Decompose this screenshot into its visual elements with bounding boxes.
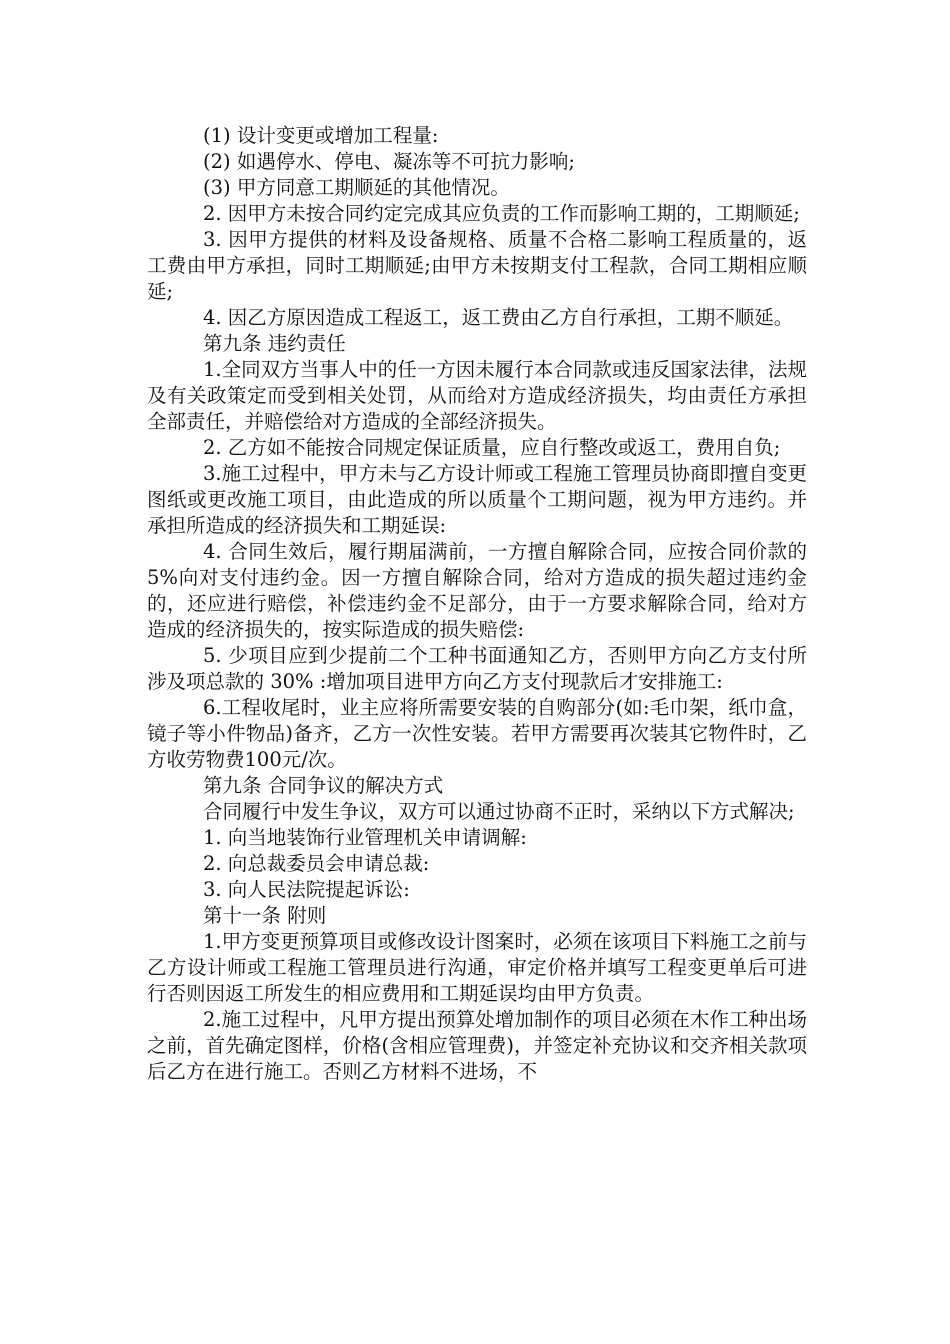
paragraph: 2. 因甲方未按合同约定完成其应负责的工作而影响工期的，工期顺延;	[203, 202, 800, 225]
clause-item-1: (1) 设计变更或增加工程量:	[203, 124, 439, 147]
paragraph: 2. 乙方如不能按合同规定保证质量，应自行整改或返工，费用自负;	[203, 436, 781, 459]
section-heading-breach-liability: 第九条 违约责任	[203, 332, 346, 355]
list-item: 3. 向人民法院提起诉讼:	[203, 878, 410, 901]
section-heading-dispute-resolution: 第九条 合同争议的解决方式	[203, 774, 444, 797]
clause-item-2: (2) 如遇停水、停电、凝冻等不可抗力影响;	[203, 150, 575, 173]
paragraph: 2.施工过程中，凡甲方提出预算处增加制作的项目必须在木作工种出场之前，首先确定图样，价格(含相应管理费)，并签定补充协议和交齐相关款项后乙方在进行施工。否则乙方材料不进场，不	[147, 1008, 807, 1083]
paragraph: 1.甲方变更预算项目或修改设计图案时，必须在该项目下料施工之前与乙方设计师或工程施工管理员进行沟通，审定价格并填写工程变更单后可进行否则因返工所发生的相应费用和工期延误均由甲方负责。	[147, 930, 807, 1005]
paragraph: 5. 少项目应到少提前二个工种书面通知乙方，否则甲方向乙方支付所涉及项总款的 30% :增加项目进甲方向乙方支付现款后才安排施工:	[147, 644, 807, 693]
paragraph: 3. 因甲方提供的材料及设备规格、质量不合格二影响工程质量的，返工费由甲方承担，同时工期顺延;由甲方未按期支付工程款，合同工期相应顺延;	[147, 228, 807, 303]
list-item: 2. 向总裁委员会申请总裁:	[203, 852, 430, 875]
clause-item-3: (3) 甲方同意工期顺延的其他情况。	[203, 176, 510, 199]
paragraph: 3.施工过程中，甲方未与乙方设计师或工程施工管理员协商即擅自变更图纸或更改施工项目，由此造成的所以质量个工期问题，视为甲方违约。并承担所造成的经济损失和工期延误:	[147, 462, 807, 537]
paragraph: 6.工程收尾时，业主应将所需要安装的自购部分(如:毛巾架，纸巾盒，镜子等小件物品)备齐，乙方一次性安装。若甲方需要再次装其它物件时，乙方收劳物费100元/次。	[147, 696, 807, 771]
paragraph: 4. 合同生效后，履行期届满前，一方擅自解除合同，应按合同价款的 5%向对支付违约金。因一方擅自解除合同，给对方造成的损失超过违约金的，还应进行赔偿，补偿违约金不足部分，由于一方要求解除合同，给对方造成的经济损失的，按实际造成的损失赔偿:	[147, 540, 814, 641]
paragraph: 1.全同双方当事人中的任一方因未履行本合同款或违反国家法律，法规及有关政策定而受到相关处罚，从而给对方造成经济损失，均由责任方承担全部责任，并赔偿给对方造成的全部经济损失。	[147, 358, 807, 433]
list-item: 1. 向当地装饰行业管理机关申请调解:	[203, 826, 527, 849]
document-body	[147, 123, 814, 1085]
section-heading-supplementary: 第十一条 附则	[203, 904, 327, 927]
paragraph: 合同履行中发生争议，双方可以通过协商不正时，采纳以下方式解决;	[203, 800, 795, 823]
paragraph: 4. 因乙方原因造成工程返工，返工费由乙方自行承担，工期不顺延。	[203, 306, 794, 329]
